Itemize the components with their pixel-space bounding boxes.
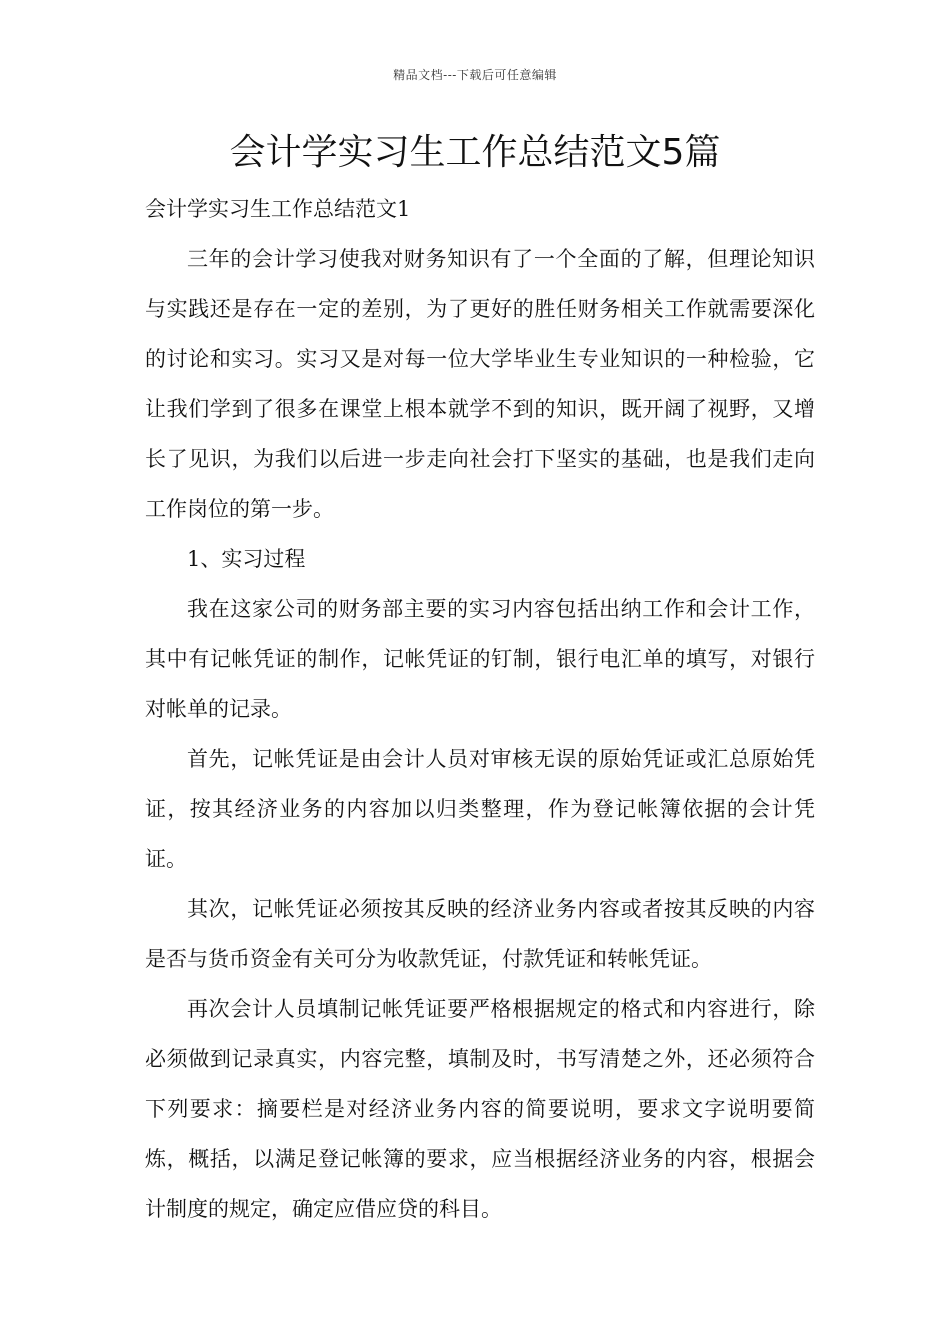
section-heading-process: 1、实习过程 xyxy=(187,547,306,571)
paragraph-first: 首先，记帐凭证是由会计人员对审核无误的原始凭证或汇总原始凭证，按其经济业务的内容加以归类整理，作为登记帐簿依据的会计凭证。 xyxy=(145,747,815,871)
paragraph-intro: 三年的会计学习使我对财务知识有了一个全面的了解，但理论知识与实践还是存在一定的差别，为了更好的胜任财务相关工作就需要深化的讨论和实习。实习又是对每一位大学毕业生专业知识的一种检验，它让我们学到了很多在课堂上根本就学不到的知识，既开阔了视野，又增长了见识，为我们以后进一步走向社会打下坚实的基础，也是我们走向工作岗位的第一步。 xyxy=(145,247,815,521)
section-subtitle: 会计学实习生工作总结范文1 xyxy=(145,197,411,221)
paragraph-third: 再次会计人员填制记帐凭证要严格根据规定的格式和内容进行，除必须做到记录真实，内容完整，填制及时，书写清楚之外，还必须符合下列要求：摘要栏是对经济业务内容的简要说明，要求文字说明要简炼，概括，以满足登记帐簿的要求，应当根据经济业务的内容，根据会计制度的规定，确定应借应贷的科目。 xyxy=(145,997,815,1221)
document-title: 会计学实习生工作总结范文5篇 xyxy=(229,132,721,173)
paragraph-content: 我在这家公司的财务部主要的实习内容包括出纳工作和会计工作，其中有记帐凭证的制作，记帐凭证的钉制，银行电汇单的填写，对银行对帐单的记录。 xyxy=(145,597,815,721)
header-note: 精品文档---下载后可任意编辑 xyxy=(393,68,557,82)
document-body xyxy=(145,184,815,1234)
paragraph-second: 其次，记帐凭证必须按其反映的经济业务内容或者按其反映的内容是否与货币资金有关可分为收款凭证，付款凭证和转帐凭证。 xyxy=(145,897,815,971)
